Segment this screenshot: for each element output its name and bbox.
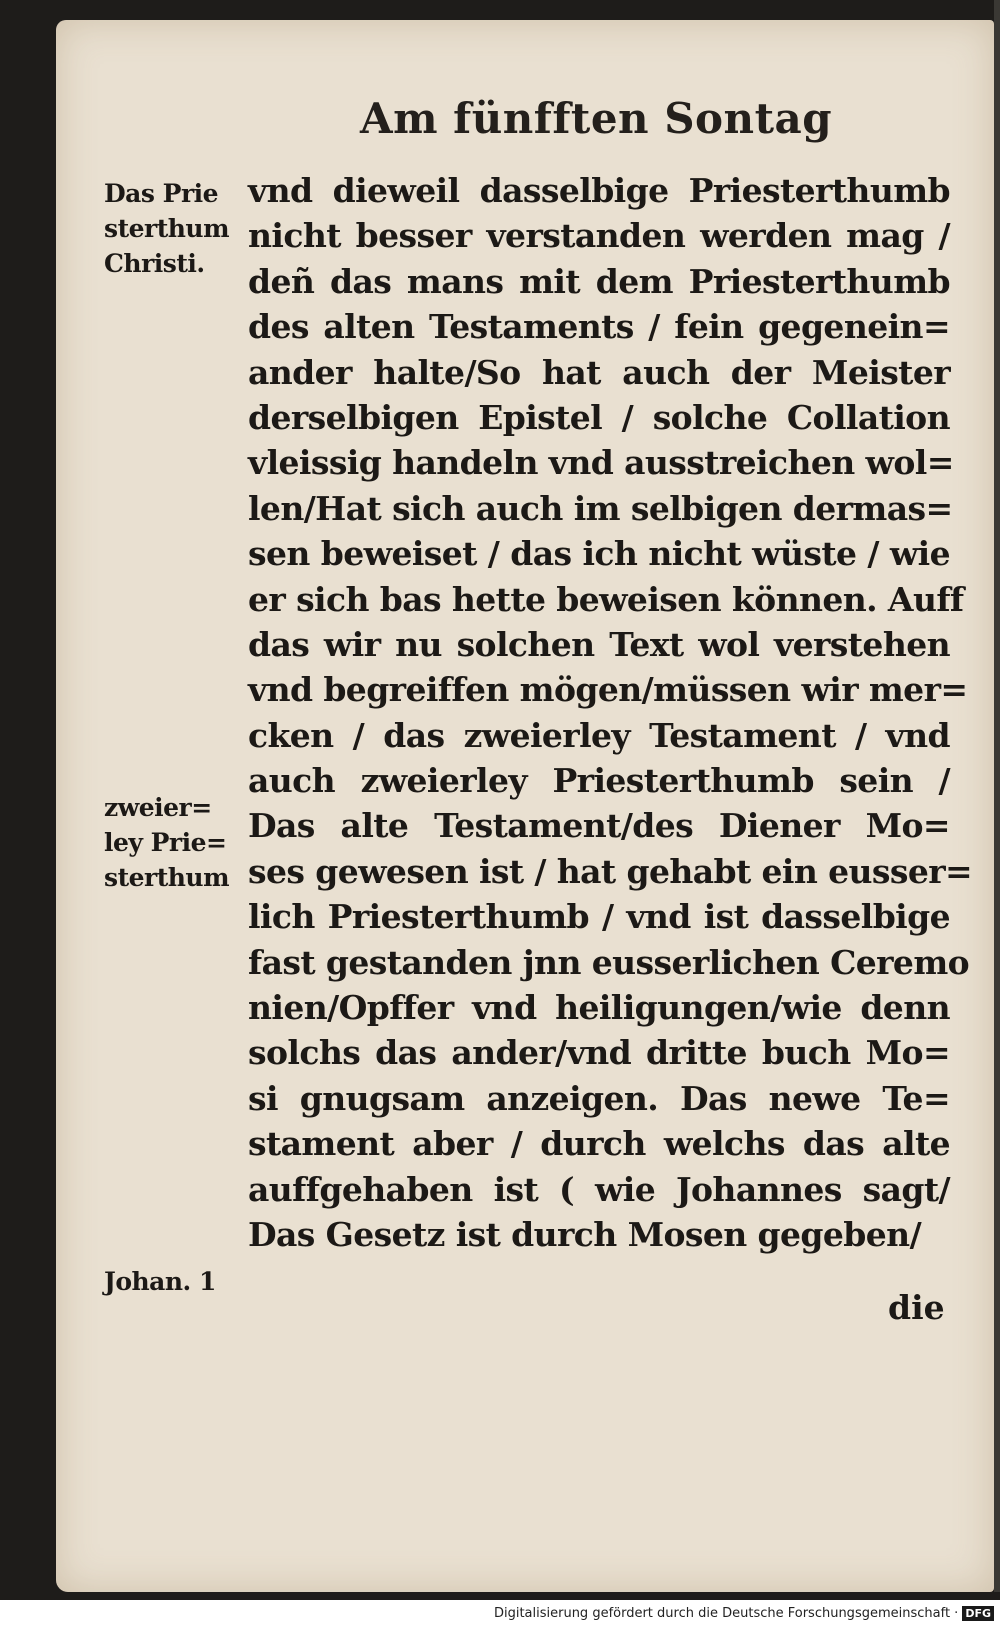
bottom-edge-shadow xyxy=(0,1592,1000,1600)
text-line: ander halte/So hat auch der Meister xyxy=(248,352,950,392)
text-line: deñ das mans mit dem Priesterthumb xyxy=(248,261,950,301)
text-line: nien/Opffer vnd heiligungen/wie denn xyxy=(248,988,950,1028)
text-line: stament aber / durch welchs das alte xyxy=(248,1124,950,1164)
margin-note-line: Christi. xyxy=(104,249,205,278)
text-line: auffgehaben ist ( wie Johannes sagt/ xyxy=(248,1169,950,1209)
text-line: vleissig handeln vnd ausstreichen wol= xyxy=(248,443,954,483)
funding-footer xyxy=(0,1600,1000,1627)
margin-note-line: Das Prie xyxy=(104,179,219,208)
text-line: vnd dieweil dasselbige Priesterthumb xyxy=(248,171,950,210)
text-line: len/Hat sich auch im selbigen dermas= xyxy=(248,488,953,528)
page-edge-shadow xyxy=(994,0,1000,1600)
body-text xyxy=(248,168,973,1257)
text-line: das wir nu solchen Text wol verstehen xyxy=(248,624,950,664)
catchword: die xyxy=(888,1288,945,1327)
text-line: nicht besser verstanden werden mag / xyxy=(248,216,950,256)
running-head: Am fünfften Sontag xyxy=(360,94,833,143)
margin-note-line: ley Prie= xyxy=(104,828,227,857)
text-line: derselbigen Epistel / solche Collation xyxy=(248,397,950,437)
text-line: cken / das zweierley Testament / vnd xyxy=(248,715,950,755)
margin-note-line: zweier= xyxy=(104,793,212,822)
text-line: ses gewesen ist / hat gehabt ein eusser= xyxy=(248,851,973,891)
funding-text: Digitalisierung gefördert durch die Deutsche Forschungsgemeinschaft · xyxy=(493,1606,959,1621)
text-line: er sich bas hette beweisen können. Auff xyxy=(248,579,964,619)
text-line: fast gestanden jnn eusserlichen Ceremo xyxy=(248,942,970,982)
margin-note-line: sterthum xyxy=(104,214,230,243)
margin-note-two-priesthoods xyxy=(104,790,244,895)
text-line: auch zweierley Priesterthumb sein / xyxy=(248,761,950,801)
text-line: lich Priesterthumb / vnd ist dasselbige xyxy=(248,897,950,937)
text-line: vnd begreiffen mögen/müssen wir mer= xyxy=(248,670,968,710)
text-line: solchs das ander/vnd dritte buch Mo= xyxy=(248,1033,950,1073)
margin-note-priesthood-christ xyxy=(104,176,244,281)
margin-note-line: sterthum xyxy=(104,863,230,892)
dfg-logo: DFG xyxy=(962,1606,994,1621)
text-line: sen beweiset / das ich nicht wüste / wie xyxy=(248,534,950,574)
margin-note-line: Johan. 1 xyxy=(104,1267,216,1296)
text-line: des alten Testaments / fein gegenein= xyxy=(248,307,950,347)
text-line: Das Gesetz ist durch Mosen gegeben/ xyxy=(248,1214,922,1254)
margin-note-reference xyxy=(104,1264,244,1299)
text-line: si gnugsam anzeigen. Das newe Te= xyxy=(248,1078,950,1118)
text-line: Das alte Testament/des Diener Mo= xyxy=(248,806,950,846)
